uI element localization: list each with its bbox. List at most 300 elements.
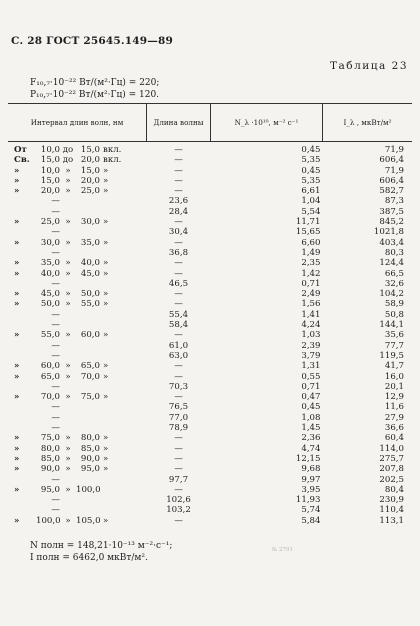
data-table [8,103,412,526]
cell-n-lambda: 1,31 [301,361,321,372]
table-row [8,279,412,289]
interval-from: — [51,423,60,434]
interval-to: 70,0 [80,371,100,382]
cell-n-lambda: 2,35 [301,258,321,269]
interval-sep: » [65,268,71,279]
table-row [8,330,412,340]
table-row [8,176,412,186]
cell-n-lambda: 1,41 [301,309,321,320]
cell-n-lambda: 1,04 [301,196,321,207]
cell-wavelength: — [174,217,183,228]
interval-to: 105,0 [76,515,101,526]
interval-from: 95,0 [40,484,60,495]
interval-to: 20,0 [80,155,100,166]
cell-wavelength: 23,6 [168,196,189,207]
interval-sep: » [65,484,71,495]
cell-interval [8,207,147,217]
cell-n-lambda: 1,42 [301,268,321,279]
cell-interval [8,166,147,176]
cell-wavelength: — [174,392,183,403]
cell-n-lambda: 0,45 [301,145,321,155]
cell-n-lambda: 2,36 [301,433,321,444]
cell-i-lambda: 32,6 [384,278,404,289]
interval-from: 90,0 [40,464,60,475]
total-i: I полн = 6462,0 мкВт/м². [30,552,148,563]
table-row [8,392,412,402]
interval-suffix: » [103,443,109,454]
cell-i-lambda: 77,7 [384,340,404,351]
cell-interval [8,196,147,206]
cell-i-lambda: 80,3 [384,247,404,258]
interval-suffix: » [103,361,109,372]
cell-wavelength: — [174,433,183,444]
interval-prefix: » [14,268,20,279]
interval-from: — [51,412,60,423]
interval-from: — [51,206,60,217]
interval-from: 70,0 [40,392,60,403]
interval-sep: » [65,175,71,186]
param-f107: F₁₀,₇·10⁻²² Вт/(м²·Гц) = 220; [30,78,160,88]
cell-interval [8,361,147,371]
interval-prefix: » [14,237,20,248]
cell-interval [8,372,147,382]
cell-interval [8,444,147,454]
cell-interval [8,382,147,392]
cell-i-lambda: 845,2 [379,217,404,228]
cell-n-lambda: 0,47 [301,392,321,403]
cell-interval [8,320,147,330]
cell-i-lambda: 66,5 [384,268,404,279]
interval-suffix: вкл. [103,155,122,166]
interval-to: 65,0 [80,361,100,372]
cell-wavelength: — [174,186,183,197]
table-row [8,258,412,268]
interval-sep: » [65,392,71,403]
cell-wavelength: — [174,330,183,341]
interval-to: 100,0 [76,484,101,495]
interval-from: — [51,474,60,485]
interval-sep: » [65,515,71,526]
cell-interval [8,423,147,433]
interval-prefix: » [14,361,20,372]
cell-wavelength: 102,6 [166,495,191,506]
cell-n-lambda: 0,45 [301,402,321,413]
cell-n-lambda: 12,15 [295,453,321,464]
cell-i-lambda: 1021,8 [373,227,404,238]
column-header-interval: Интервал длин волн, нм [8,104,147,142]
cell-n-lambda: 1,03 [301,330,321,341]
table-row [8,248,412,258]
cell-i-lambda: 403,4 [379,237,404,248]
column-header-i-lambda: I_λ , мкВт/м² [323,104,413,142]
table-row [8,142,412,156]
cell-wavelength: 46,5 [168,278,189,289]
interval-from: — [51,350,60,361]
cell-interval [8,289,147,299]
interval-prefix: » [14,443,20,454]
cell-n-lambda: 5,74 [301,505,321,516]
table-row [8,516,412,526]
interval-suffix: » [103,299,109,310]
cell-interval [8,485,147,495]
table-header-row [8,104,412,142]
cell-interval [8,330,147,340]
cell-interval [8,310,147,320]
interval-from: 60,0 [40,361,60,372]
table-row [8,464,412,474]
totals-block [30,541,172,564]
interval-to: 45,0 [80,268,100,279]
interval-suffix: » [103,371,109,382]
interval-suffix: » [103,464,109,475]
interval-from: 75,0 [40,433,60,444]
cell-i-lambda: 35,6 [384,330,404,341]
interval-from: 40,0 [40,268,60,279]
page-header: С. 28 ГОСТ 25645.149—89 [11,35,173,47]
cell-n-lambda: 4,24 [301,320,321,331]
cell-n-lambda: 5,35 [301,175,321,186]
table-row [8,475,412,485]
cell-interval [8,341,147,351]
interval-from: 85,0 [40,453,60,464]
cell-i-lambda: 41,7 [384,361,404,372]
interval-from: — [51,505,60,516]
interval-sep: » [65,443,71,454]
interval-suffix: » [103,453,109,464]
interval-from: 35,0 [40,258,60,269]
table-row [8,269,412,279]
interval-from: 15,0 [40,175,60,186]
cell-wavelength: — [174,175,183,186]
interval-prefix: » [14,175,20,186]
interval-from: 65,0 [40,371,60,382]
table-row [8,485,412,495]
interval-sep: » [65,330,71,341]
interval-prefix: » [14,515,20,526]
cell-wavelength: — [174,464,183,475]
interval-prefix: » [14,371,20,382]
interval-to: 60,0 [80,330,100,341]
cell-i-lambda: 275,7 [379,453,404,464]
table-row [8,217,412,227]
table-row [8,289,412,299]
cell-wavelength: 63,0 [168,350,189,361]
cell-i-lambda: 12,9 [384,392,404,403]
cell-interval [8,475,147,485]
cell-wavelength: 70,3 [168,381,189,392]
interval-sep: » [65,258,71,269]
cell-i-lambda: 113,1 [379,515,404,526]
cell-wavelength: — [174,515,183,526]
cell-n-lambda: 5,84 [301,515,321,526]
table-row [8,320,412,330]
cell-n-lambda: 11,93 [295,495,321,506]
interval-prefix: Св. [14,155,30,166]
interval-sep: » [65,237,71,248]
table-row [8,423,412,433]
cell-interval [8,392,147,402]
cell-interval [8,269,147,279]
interval-prefix: » [14,289,20,300]
cell-n-lambda: 6,60 [301,237,321,248]
cell-i-lambda: 80,4 [384,484,404,495]
interval-from: 20,0 [40,186,60,197]
interval-from: — [51,320,60,331]
cell-i-lambda: 16,0 [384,371,404,382]
cell-wavelength: 77,0 [168,412,189,423]
interval-suffix: » [103,237,109,248]
interval-from: 25,0 [40,217,60,228]
interval-prefix: » [14,186,20,197]
interval-prefix: » [14,217,20,228]
cell-i-lambda: 58,9 [384,299,404,310]
table-row [8,402,412,412]
cell-n-lambda: 4,74 [301,443,321,454]
interval-suffix: » [103,330,109,341]
cell-i-lambda: 114,0 [379,443,404,454]
cell-n-lambda: 0,55 [301,371,321,382]
parameters-block [30,78,159,101]
interval-suffix: » [103,258,109,269]
column-header-n-lambda: N_λ ·10¹⁰, м⁻² с⁻¹ [211,104,323,142]
table-row [8,351,412,361]
cell-wavelength: — [174,299,183,310]
table-row [8,238,412,248]
cell-i-lambda: 110,4 [379,505,404,516]
interval-sep: » [65,289,71,300]
interval-from: 100,0 [36,515,61,526]
interval-prefix: » [14,464,20,475]
table-row [8,299,412,309]
cell-wavelength: 36,8 [168,247,189,258]
cell-i-lambda: 87,3 [384,196,404,207]
interval-to: 95,0 [80,464,100,475]
column-header-wavelength: Длина волны [147,104,211,142]
cell-wavelength: 61,0 [168,340,189,351]
cell-n-lambda: 3,79 [301,350,321,361]
interval-prefix: » [14,484,20,495]
interval-sep: » [65,371,71,382]
interval-prefix: » [14,453,20,464]
cell-i-lambda: 11,6 [384,402,404,413]
cell-n-lambda: 5,35 [301,155,321,166]
interval-to: 15,0 [80,145,100,155]
interval-from: — [51,196,60,207]
cell-wavelength: — [174,289,183,300]
cell-wavelength: 58,4 [168,320,189,331]
interval-prefix: » [14,258,20,269]
cell-i-lambda: 124,4 [379,258,404,269]
cell-interval [8,248,147,258]
table-caption: Таблица 23 [330,60,408,72]
cell-interval [8,433,147,443]
interval-to: 30,0 [80,217,100,228]
interval-suffix: » [103,433,109,444]
cell-n-lambda: 11,71 [295,217,321,228]
cell-wavelength: — [174,361,183,372]
cell-n-lambda: 1,45 [301,423,321,434]
interval-from: 80,0 [40,443,60,454]
cell-n-lambda: 6,61 [301,186,321,197]
cell-interval [8,279,147,289]
interval-from: — [51,402,60,413]
interval-from: — [51,227,60,238]
cell-interval [8,176,147,186]
cell-n-lambda: 9,97 [301,474,321,485]
interval-from: — [51,495,60,506]
cell-interval [8,155,147,165]
interval-from: — [51,381,60,392]
cell-i-lambda: 582,7 [379,186,404,197]
cell-interval [8,258,147,268]
cell-i-lambda: 606,4 [379,155,404,166]
cell-wavelength: — [174,443,183,454]
interval-to: 25,0 [80,186,100,197]
interval-from: — [51,278,60,289]
cell-interval [8,505,147,515]
interval-from: — [51,309,60,320]
cell-n-lambda: 9,68 [301,464,321,475]
interval-prefix: От [14,145,27,155]
interval-suffix: » [103,217,109,228]
interval-prefix: » [14,433,20,444]
interval-sep: » [65,217,71,228]
interval-to: 20,0 [80,175,100,186]
cell-interval [8,227,147,237]
cell-n-lambda: 1,08 [301,412,321,423]
cell-n-lambda: 0,45 [301,165,321,176]
table-row [8,454,412,464]
interval-prefix: » [14,299,20,310]
table-row [8,186,412,196]
interval-to: 80,0 [80,433,100,444]
interval-to: 90,0 [80,453,100,464]
cell-n-lambda: 0,71 [301,381,321,392]
interval-suffix: » [103,392,109,403]
interval-from: — [51,340,60,351]
interval-from: 30,0 [40,237,60,248]
cell-i-lambda: 60,4 [384,433,404,444]
interval-from: — [51,247,60,258]
table-row [8,227,412,237]
interval-sep: » [65,464,71,475]
interval-sep: » [65,361,71,372]
interval-sep: » [65,453,71,464]
table-row [8,433,412,443]
interval-from: 15,0 [40,155,60,166]
cell-i-lambda: 230,9 [379,495,404,506]
table-row [8,310,412,320]
cell-interval [8,454,147,464]
cell-wavelength: — [174,258,183,269]
cell-interval [8,402,147,412]
cell-wavelength: 30,4 [168,227,189,238]
cell-interval [8,516,147,526]
table-row [8,505,412,515]
cell-wavelength: 103,2 [166,505,191,516]
cell-i-lambda: 144,1 [379,320,404,331]
interval-from: 45,0 [40,289,60,300]
interval-suffix: » [103,165,109,176]
interval-sep: до [62,145,74,155]
table-row [8,372,412,382]
cell-interval [8,464,147,474]
cell-n-lambda: 2,39 [301,340,321,351]
cell-wavelength: — [174,145,183,155]
interval-sep: » [65,299,71,310]
table-row [8,382,412,392]
cell-wavelength: — [174,165,183,176]
cell-n-lambda: 5,54 [301,206,321,217]
interval-to: 85,0 [80,443,100,454]
interval-suffix: » [103,515,109,526]
cell-wavelength: — [174,453,183,464]
cell-n-lambda: 3,95 [301,484,321,495]
table-row [8,341,412,351]
cell-n-lambda: 15,65 [295,227,321,238]
interval-to: 40,0 [80,258,100,269]
table-row [8,495,412,505]
interval-prefix: » [14,330,20,341]
total-n: N полн = 148,21·10⁻¹³ м⁻²·с⁻¹; [30,541,173,551]
table-row [8,166,412,176]
cell-i-lambda: 20,1 [384,381,404,392]
interval-from: 10,0 [40,165,60,176]
cell-wavelength: — [174,371,183,382]
cell-i-lambda: 27,9 [384,412,404,423]
cell-wavelength: 78,9 [168,423,189,434]
interval-to: 35,0 [80,237,100,248]
interval-suffix: » [103,268,109,279]
table-row [8,413,412,423]
cell-n-lambda: 1,49 [301,247,321,258]
interval-sep: » [65,165,71,176]
cell-interval [8,142,147,156]
cell-i-lambda: 606,4 [379,175,404,186]
cell-wavelength: 76,5 [168,402,189,413]
cell-i-lambda: 71,9 [384,165,404,176]
cell-wavelength: 55,4 [168,309,189,320]
cell-i-lambda: 387,5 [379,206,404,217]
table-row [8,444,412,454]
interval-from: 55,0 [40,330,60,341]
cell-wavelength: — [174,484,183,495]
cell-wavelength: — [174,237,183,248]
archive-stamp: № 2791 [272,547,293,553]
interval-prefix: » [14,165,20,176]
table-row [8,196,412,206]
cell-i-lambda: 202,5 [379,474,404,485]
cell-n-lambda: 0,71 [301,278,321,289]
cell-interval [8,217,147,227]
interval-sep: » [65,186,71,197]
interval-sep: » [65,433,71,444]
table-row [8,361,412,371]
interval-from: 10,0 [40,145,60,155]
interval-to: 55,0 [80,299,100,310]
interval-suffix: » [103,289,109,300]
interval-suffix: » [103,186,109,197]
cell-i-lambda: 71,9 [384,145,404,155]
interval-suffix: вкл. [103,145,122,155]
interval-to: 15,0 [80,165,100,176]
cell-interval [8,495,147,505]
interval-to: 50,0 [80,289,100,300]
cell-interval [8,413,147,423]
cell-interval [8,186,147,196]
cell-i-lambda: 36,6 [384,423,404,434]
cell-interval [8,238,147,248]
